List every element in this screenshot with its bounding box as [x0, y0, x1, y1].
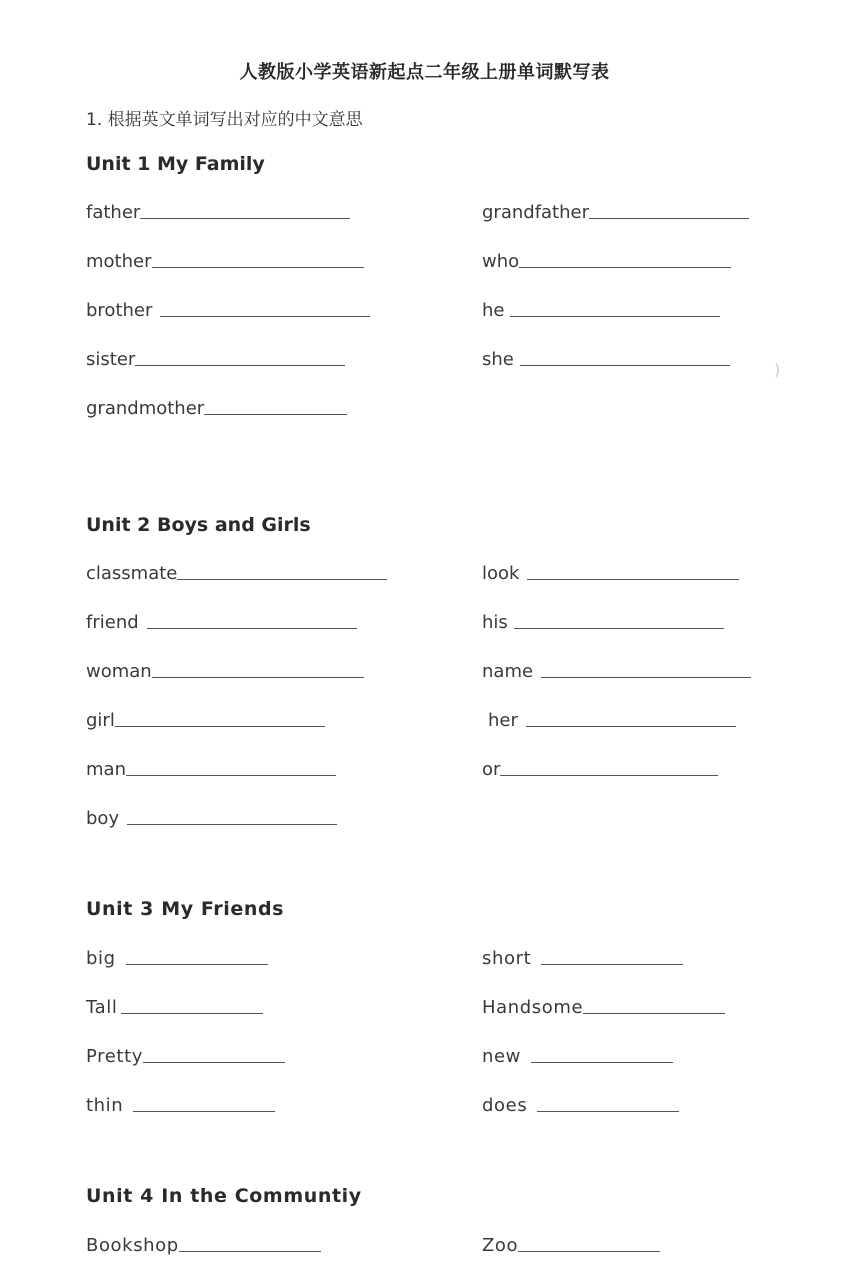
word-label: his	[482, 612, 508, 633]
answer-blank[interactable]	[127, 824, 337, 825]
word-row[interactable]	[482, 251, 731, 272]
answer-blank[interactable]	[152, 677, 364, 678]
answer-blank[interactable]	[177, 579, 387, 580]
instruction: 1. 根据英文单词写出对应的中文意思	[86, 110, 363, 130]
word-label: man	[86, 759, 126, 780]
word-label: sister	[86, 349, 136, 370]
answer-blank[interactable]	[518, 1251, 660, 1252]
word-label: she	[482, 349, 514, 370]
word-row[interactable]	[482, 612, 724, 633]
word-row[interactable]	[86, 1235, 321, 1256]
answer-blank[interactable]	[204, 414, 347, 415]
word-row[interactable]	[86, 661, 364, 682]
word-label: father	[86, 202, 141, 223]
answer-blank[interactable]	[140, 218, 350, 219]
word-label: who	[482, 251, 520, 272]
word-row[interactable]	[86, 1046, 285, 1067]
answer-blank[interactable]	[514, 628, 724, 629]
word-row[interactable]	[86, 202, 350, 223]
answer-blank[interactable]	[541, 964, 683, 965]
answer-blank[interactable]	[537, 1111, 679, 1112]
word-row[interactable]	[482, 349, 730, 370]
word-label: thin	[86, 1095, 124, 1116]
answer-blank[interactable]	[147, 628, 357, 629]
word-label: new	[482, 1046, 522, 1067]
word-label: classmate	[86, 563, 178, 584]
word-row[interactable]	[86, 563, 387, 584]
word-row[interactable]	[86, 1095, 275, 1116]
word-row[interactable]	[86, 300, 370, 321]
word-label: short	[482, 948, 532, 969]
unit-heading: Unit 2 Boys and Girls	[86, 514, 311, 536]
word-label: woman	[86, 661, 152, 682]
answer-blank[interactable]	[500, 775, 718, 776]
answer-blank[interactable]	[135, 365, 345, 366]
answer-blank[interactable]	[541, 677, 751, 678]
word-row[interactable]	[482, 948, 683, 969]
chevron-right-icon[interactable]: )	[774, 360, 781, 379]
word-row[interactable]	[482, 300, 720, 321]
answer-blank[interactable]	[115, 726, 325, 727]
word-row[interactable]	[86, 349, 345, 370]
word-row[interactable]	[86, 612, 357, 633]
answer-blank[interactable]	[126, 964, 268, 965]
word-row[interactable]	[482, 759, 718, 780]
word-row[interactable]	[86, 808, 337, 829]
answer-blank[interactable]	[160, 316, 370, 317]
word-label: big	[86, 948, 116, 969]
answer-blank[interactable]	[526, 726, 736, 727]
word-label: he	[482, 300, 505, 321]
word-row[interactable]	[482, 563, 739, 584]
unit-heading: Unit 4 In the Communtiy	[86, 1185, 362, 1207]
word-row[interactable]	[482, 1046, 673, 1067]
answer-blank[interactable]	[126, 775, 336, 776]
word-label: mother	[86, 251, 152, 272]
word-label: her	[488, 710, 518, 731]
word-row[interactable]	[482, 202, 749, 223]
word-row[interactable]	[482, 997, 725, 1018]
word-label: or	[482, 759, 501, 780]
unit-heading: Unit 3 My Friends	[86, 898, 285, 920]
word-label: look	[482, 563, 520, 584]
answer-blank[interactable]	[133, 1111, 275, 1112]
answer-blank[interactable]	[520, 365, 730, 366]
word-row[interactable]	[482, 661, 751, 682]
answer-blank[interactable]	[179, 1251, 321, 1252]
word-row[interactable]	[86, 398, 347, 419]
unit-heading: Unit 1 My Family	[86, 153, 265, 175]
word-row[interactable]	[86, 759, 336, 780]
word-label: grandfather	[482, 202, 589, 223]
answer-blank[interactable]	[519, 267, 731, 268]
answer-blank[interactable]	[121, 1013, 263, 1014]
word-row[interactable]	[482, 1235, 660, 1256]
word-row[interactable]	[86, 997, 263, 1018]
word-label: brother	[86, 300, 153, 321]
word-label: friend	[86, 612, 139, 633]
page-title: 人教版小学英语新起点二年级上册单词默写表	[239, 62, 610, 83]
answer-blank[interactable]	[510, 316, 720, 317]
word-label: Zoo	[482, 1235, 519, 1256]
word-label: Tall	[86, 997, 118, 1018]
word-label: Bookshop	[86, 1235, 179, 1256]
word-row[interactable]	[86, 251, 364, 272]
answer-blank[interactable]	[531, 1062, 673, 1063]
word-row[interactable]	[482, 1095, 679, 1116]
word-label: does	[482, 1095, 528, 1116]
word-label: name	[482, 661, 534, 682]
answer-blank[interactable]	[527, 579, 739, 580]
word-label: girl	[86, 710, 115, 731]
word-label: Handsome	[482, 997, 584, 1018]
answer-blank[interactable]	[152, 267, 364, 268]
answer-blank[interactable]	[143, 1062, 285, 1063]
answer-blank[interactable]	[589, 218, 749, 219]
word-label: boy	[86, 808, 120, 829]
word-label: grandmother	[86, 398, 205, 419]
word-row[interactable]	[488, 710, 736, 731]
word-label: Pretty	[86, 1046, 143, 1067]
word-row[interactable]	[86, 948, 268, 969]
answer-blank[interactable]	[583, 1013, 725, 1014]
word-row[interactable]	[86, 710, 325, 731]
